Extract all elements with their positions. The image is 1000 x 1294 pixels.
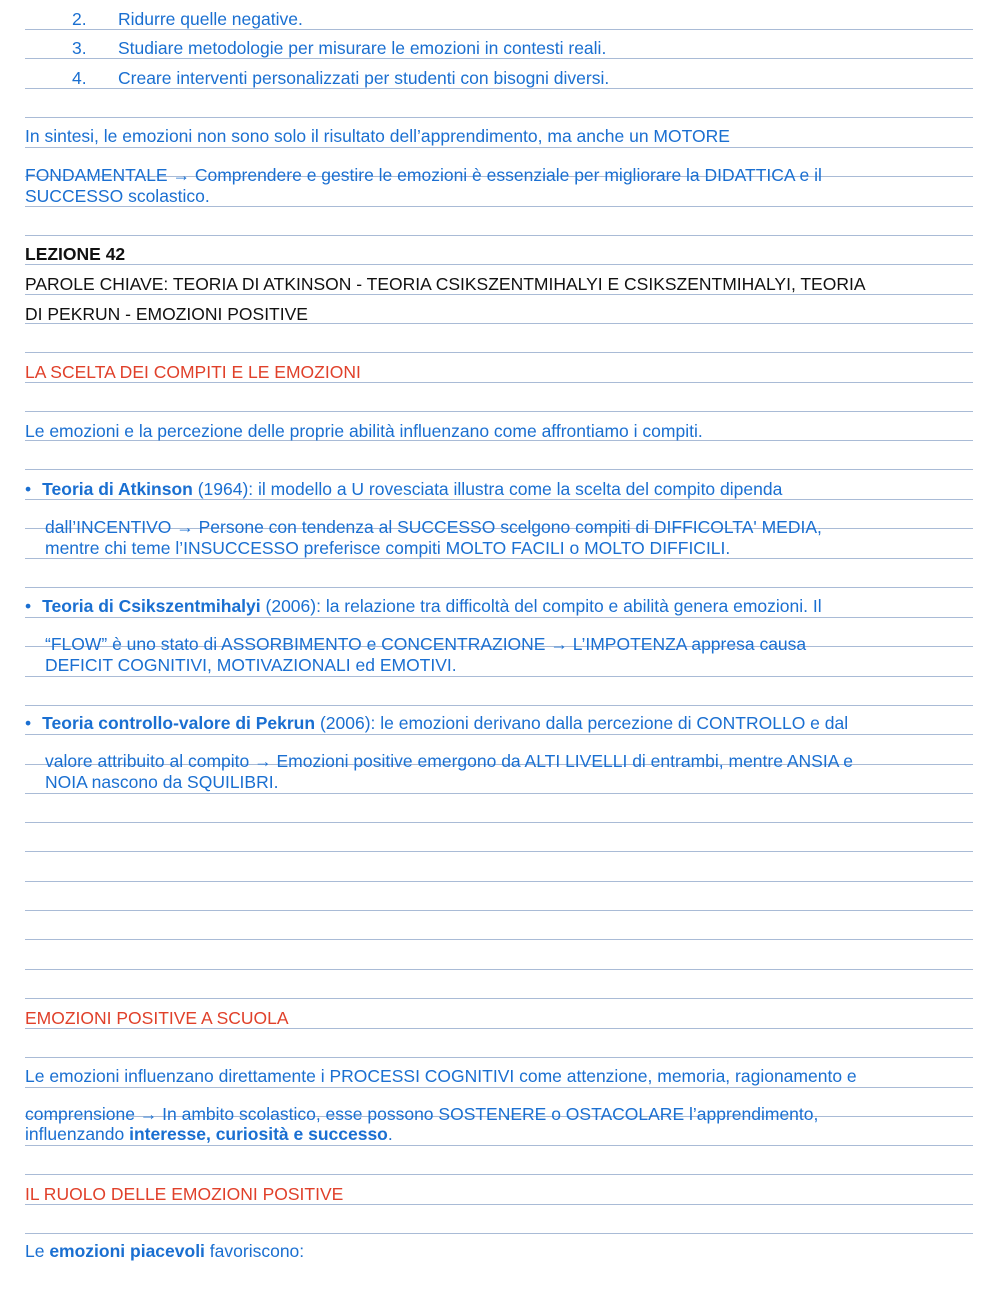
text-span: . bbox=[387, 1124, 393, 1144]
rule-line bbox=[25, 969, 973, 970]
list-item bbox=[0, 38, 1000, 59]
bullet-line: valore attribuito al compito → Emozioni positive emergono da ALTI LIVELLI di entrambi, mentre ANSIA e bbox=[45, 751, 853, 771]
summary-line: In sintesi, le emozioni non sono solo il risultato dell’apprendimento, ma anche un MOTORE bbox=[25, 126, 730, 146]
theory-name: Teoria controllo-valore di Pekrun bbox=[42, 713, 316, 733]
bullet-line bbox=[25, 713, 848, 734]
bullet-text: (2006): le emozioni derivano dalla percezione di CONTROLLO e dal bbox=[315, 713, 849, 733]
rule-line bbox=[25, 822, 973, 823]
rule-line bbox=[25, 587, 973, 588]
rule-line bbox=[25, 1233, 973, 1234]
section-line bbox=[25, 1241, 304, 1262]
bullet-line: NOIA nascono da SQUILIBRI. bbox=[45, 772, 279, 792]
rule-line bbox=[25, 676, 973, 677]
rule-line bbox=[25, 264, 973, 265]
theory-name: Teoria di Csikszentmihalyi bbox=[42, 596, 261, 616]
keywords-line: PAROLE CHIAVE: TEORIA DI ATKINSON - TEORIA CSIKSZENTMIHALYI E CSIKSZENTMIHALYI, TEORIA bbox=[25, 274, 866, 294]
keywords-line: DI PEKRUN - EMOZIONI POSITIVE bbox=[25, 304, 308, 324]
text-span: Le bbox=[25, 1241, 50, 1261]
rule-line bbox=[25, 998, 973, 999]
list-text: Studiare metodologie per misurare le emozioni in contesti reali. bbox=[118, 38, 607, 58]
section-intro: Le emozioni e la percezione delle proprie abilità influenzano come affrontiamo i compiti. bbox=[25, 421, 703, 441]
list-number: 4. bbox=[72, 68, 87, 88]
rule-line bbox=[25, 1087, 973, 1088]
section-heading: EMOZIONI POSITIVE A SCUOLA bbox=[25, 1008, 289, 1028]
section-line: comprensione → In ambito scolastico, esse possono SOSTENERE o OSTACOLARE l’apprendimento, bbox=[25, 1104, 819, 1124]
rule-line bbox=[25, 617, 973, 618]
emphasis: emozioni piacevoli bbox=[49, 1241, 205, 1261]
bullet-line: mentre chi teme l’INSUCCESSO preferisce compiti MOLTO FACILI o MOLTO DIFFICILI. bbox=[45, 538, 731, 558]
theory-name: Teoria di Atkinson bbox=[42, 479, 193, 499]
bullet-dot: • bbox=[25, 479, 32, 499]
bullet-dot: • bbox=[25, 713, 32, 733]
bullet-line: dall’INCENTIVO → Persone con tendenza al SUCCESSO scelgono compiti di DIFFICOLTA' MEDIA, bbox=[45, 517, 822, 537]
rule-line bbox=[25, 939, 973, 940]
summary-line: FONDAMENTALE → Comprendere e gestire le emozioni è essenziale per migliorare la DIDATTICA e il bbox=[25, 165, 822, 185]
list-number: 3. bbox=[72, 38, 87, 58]
bullet-line: “FLOW” è uno stato di ASSORBIMENTO e CONCENTRAZIONE → L’IMPOTENZA appresa causa bbox=[45, 634, 807, 654]
rule-line bbox=[25, 910, 973, 911]
list-number: 2. bbox=[72, 9, 87, 29]
rule-line bbox=[25, 851, 973, 852]
rule-line bbox=[25, 1057, 973, 1058]
list-text: Creare interventi personalizzati per studenti con bisogni diversi. bbox=[118, 68, 610, 88]
bullet-line: DEFICIT COGNITIVI, MOTIVAZIONALI ed EMOTIVI. bbox=[45, 655, 457, 675]
rule-line bbox=[25, 469, 973, 470]
list-item bbox=[0, 68, 1000, 89]
bullet-text: (2006): la relazione tra difficoltà del compito e abilità genera emozioni. Il bbox=[260, 596, 822, 616]
rule-line bbox=[25, 793, 973, 794]
rule-line bbox=[25, 1145, 973, 1146]
rule-line bbox=[25, 235, 973, 236]
rule-line bbox=[25, 1174, 973, 1175]
bullet-line bbox=[25, 596, 822, 617]
section-line: Le emozioni influenzano direttamente i PROCESSI COGNITIVI come attenzione, memoria, ragionamento e bbox=[25, 1066, 857, 1086]
rule-line bbox=[25, 734, 973, 735]
section-line bbox=[25, 1124, 393, 1145]
rule-line bbox=[25, 147, 973, 148]
rule-line bbox=[25, 881, 973, 882]
rule-line bbox=[25, 411, 973, 412]
rule-line bbox=[25, 117, 973, 118]
section-heading: IL RUOLO DELLE EMOZIONI POSITIVE bbox=[25, 1184, 344, 1204]
bullet-line bbox=[25, 479, 782, 500]
rule-line bbox=[25, 352, 973, 353]
bullet-text: (1964): il modello a U rovesciata illustra come la scelta del compito dipenda bbox=[192, 479, 783, 499]
text-span: favoriscono: bbox=[204, 1241, 305, 1261]
list-text: Ridurre quelle negative. bbox=[118, 9, 303, 29]
section-heading: LA SCELTA DEI COMPITI E LE EMOZIONI bbox=[25, 362, 361, 382]
summary-line: SUCCESSO scolastico. bbox=[25, 186, 210, 206]
rule-line bbox=[25, 705, 973, 706]
emphasis: interesse, curiosità e successo bbox=[129, 1124, 388, 1144]
lesson-title: LEZIONE 42 bbox=[25, 244, 126, 264]
list-item bbox=[0, 9, 1000, 30]
bullet-dot: • bbox=[25, 596, 32, 616]
text-span: influenzando bbox=[25, 1124, 130, 1144]
